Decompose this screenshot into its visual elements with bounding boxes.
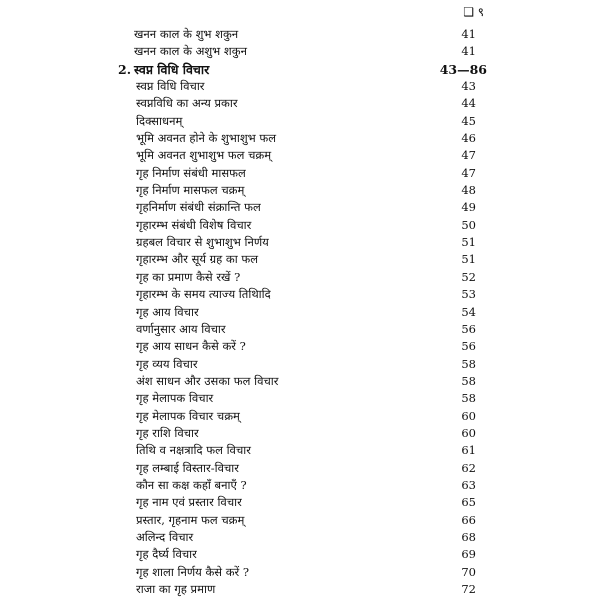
toc-entry bbox=[0, 477, 600, 494]
toc-entry-page: 45 bbox=[461, 113, 476, 128]
chapter-page-range: 43—86 bbox=[439, 61, 487, 77]
toc-entry-page: 56 bbox=[461, 321, 476, 336]
toc-entry-title: वर्णानुसार आय विचार bbox=[136, 321, 226, 336]
toc-entry bbox=[0, 26, 600, 43]
toc-entry-page: 47 bbox=[461, 165, 476, 180]
toc-entry-title: अंश साधन और उसका फल विचार bbox=[136, 373, 279, 388]
toc-entry-page: 72 bbox=[461, 582, 476, 596]
toc-entry-page: 44 bbox=[461, 96, 476, 111]
toc-entry-page: 60 bbox=[461, 408, 476, 423]
toc-entry bbox=[0, 130, 600, 147]
toc-entry-title: गृह मेलापक विचार bbox=[136, 391, 214, 406]
toc-entry-title: ग्रहबल विचार से शुभाशुभ निर्णय bbox=[136, 235, 269, 250]
toc-entry bbox=[0, 529, 600, 546]
toc-entry-title: दिक्साधनम् bbox=[136, 113, 183, 128]
toc-entry bbox=[0, 269, 600, 286]
toc-entry-title: गृहारम्भ के समय त्याज्य तिथिादि bbox=[136, 287, 271, 302]
toc-entry bbox=[0, 165, 600, 182]
toc-entry-title: गृह निर्माण संबंधी मासफल bbox=[136, 165, 246, 180]
toc-entry-title: गृह शाला निर्णय कैसे करें ? bbox=[136, 564, 250, 579]
toc-entry-title: गृह व्यय विचार bbox=[136, 356, 198, 371]
toc-entry-title: तिथि व नक्षत्रादि फल विचार bbox=[136, 443, 251, 458]
toc-entry bbox=[0, 356, 600, 373]
toc-entry bbox=[0, 43, 600, 60]
toc-entry-title: स्वप्नविधि का अन्य प्रकार bbox=[136, 96, 238, 111]
chapter-title: स्वप्न विधि विचार bbox=[134, 61, 210, 77]
toc-entry bbox=[0, 251, 600, 268]
chapter-heading bbox=[0, 61, 600, 78]
toc-entry-page: 56 bbox=[461, 339, 476, 354]
toc-entry-title: खनन काल के शुभ शकुन bbox=[134, 27, 239, 41]
toc-entry-page: 69 bbox=[461, 547, 476, 562]
toc-entry-page: 68 bbox=[461, 529, 476, 544]
toc-entry bbox=[0, 199, 600, 216]
toc-entry-title: गृह का प्रमाण कैसे रखें ? bbox=[136, 269, 241, 284]
toc-entry bbox=[0, 581, 600, 598]
toc-entry-title: गृह आय विचार bbox=[136, 304, 199, 319]
toc-entry-page: 58 bbox=[461, 373, 476, 388]
toc-entry-title: अलिन्द विचार bbox=[136, 529, 194, 544]
toc-entry-page: 62 bbox=[461, 460, 476, 475]
toc-entry-page: 61 bbox=[461, 443, 476, 458]
toc-entry-page: 48 bbox=[461, 183, 476, 198]
toc-entry-title: गृह राशि विचार bbox=[136, 425, 199, 440]
toc-entry bbox=[0, 390, 600, 407]
toc-entry-list bbox=[0, 78, 600, 598]
toc-entry bbox=[0, 286, 600, 303]
toc-entry-title: कौन सा कक्ष कहाँ बनाएँ ? bbox=[136, 477, 247, 492]
toc-entry-page: 41 bbox=[461, 27, 476, 41]
toc-entry bbox=[0, 408, 600, 425]
toc-entry-page: 70 bbox=[461, 564, 476, 579]
toc-entry-title: स्वप्न विधि विचार bbox=[136, 79, 205, 94]
toc-entry-page: 52 bbox=[461, 269, 476, 284]
toc-entry-page: 53 bbox=[461, 287, 476, 302]
toc-entry-title: गृह निर्माण मासफल चक्रम् bbox=[136, 183, 245, 198]
toc-entry-page: 41 bbox=[461, 44, 476, 59]
toc-entry bbox=[0, 147, 600, 164]
toc-entry-title: भूमि अवनत शुभाशुभ फल चक्रम् bbox=[136, 148, 272, 163]
toc-entry-title: गृह लम्बाई विस्तार-विचार bbox=[136, 460, 239, 475]
toc-entry-title: गृह नाम एवं प्रस्तार विचार bbox=[136, 495, 242, 510]
toc-entry-title: गृहनिर्माण संबंधी संक्रान्ति फल bbox=[136, 200, 261, 215]
toc-entry-page: 50 bbox=[461, 217, 476, 232]
toc-entry-page: 51 bbox=[461, 235, 476, 250]
toc-entry bbox=[0, 182, 600, 199]
toc-entry-page: 47 bbox=[461, 148, 476, 163]
toc-entry bbox=[0, 113, 600, 130]
toc-entry bbox=[0, 494, 600, 511]
toc-entry bbox=[0, 373, 600, 390]
chapter-number: 2. bbox=[118, 61, 132, 77]
toc-entry-page: 54 bbox=[461, 304, 476, 319]
toc-entry-page: 58 bbox=[461, 391, 476, 406]
toc-entry-title: गृह मेलापक विचार चक्रम् bbox=[136, 408, 240, 423]
toc-entry-title: गृह दैर्घ्य विचार bbox=[136, 547, 197, 562]
toc-entry bbox=[0, 564, 600, 581]
toc-entry bbox=[0, 304, 600, 321]
toc-entry bbox=[0, 460, 600, 477]
toc-entry bbox=[0, 442, 600, 459]
toc-entry-page: 63 bbox=[461, 477, 476, 492]
toc-entry-page: 43 bbox=[461, 79, 476, 94]
toc-entry-title: गृह आय साधन कैसे करें ? bbox=[136, 339, 246, 354]
toc-entry-title: गृहारम्भ संबंधी विशेष विचार bbox=[136, 217, 252, 232]
toc-entry-page: 60 bbox=[461, 425, 476, 440]
toc-entry-page: 58 bbox=[461, 356, 476, 371]
toc-entry bbox=[0, 78, 600, 95]
page-number-marker: ❑ ९ bbox=[463, 5, 484, 19]
toc-entry-title: खनन काल के अशुभ शकुन bbox=[134, 44, 247, 59]
toc-entry-page: 46 bbox=[461, 131, 476, 146]
toc-entry-page: 66 bbox=[461, 512, 476, 527]
toc-entry bbox=[0, 217, 600, 234]
toc-entry-page: 49 bbox=[461, 200, 476, 215]
toc-entry bbox=[0, 546, 600, 563]
toc-entry bbox=[0, 425, 600, 442]
toc-entry-page: 51 bbox=[461, 252, 476, 267]
toc-entry-title: राजा का गृह प्रमाण bbox=[136, 582, 216, 596]
toc-entry bbox=[0, 512, 600, 529]
toc-entry bbox=[0, 321, 600, 338]
toc-entry-page: 65 bbox=[461, 495, 476, 510]
toc-entry-title: गृहारम्भ और सूर्य ग्रह का फल bbox=[136, 252, 259, 267]
table-of-contents bbox=[0, 26, 600, 598]
toc-entry bbox=[0, 338, 600, 355]
toc-entry bbox=[0, 234, 600, 251]
toc-entry bbox=[0, 95, 600, 112]
toc-entry-title: भूमि अवनत होने के शुभाशुभ फल bbox=[136, 131, 277, 146]
toc-entry-title: प्रस्तार, गृहनाम फल चक्रम् bbox=[136, 512, 245, 527]
